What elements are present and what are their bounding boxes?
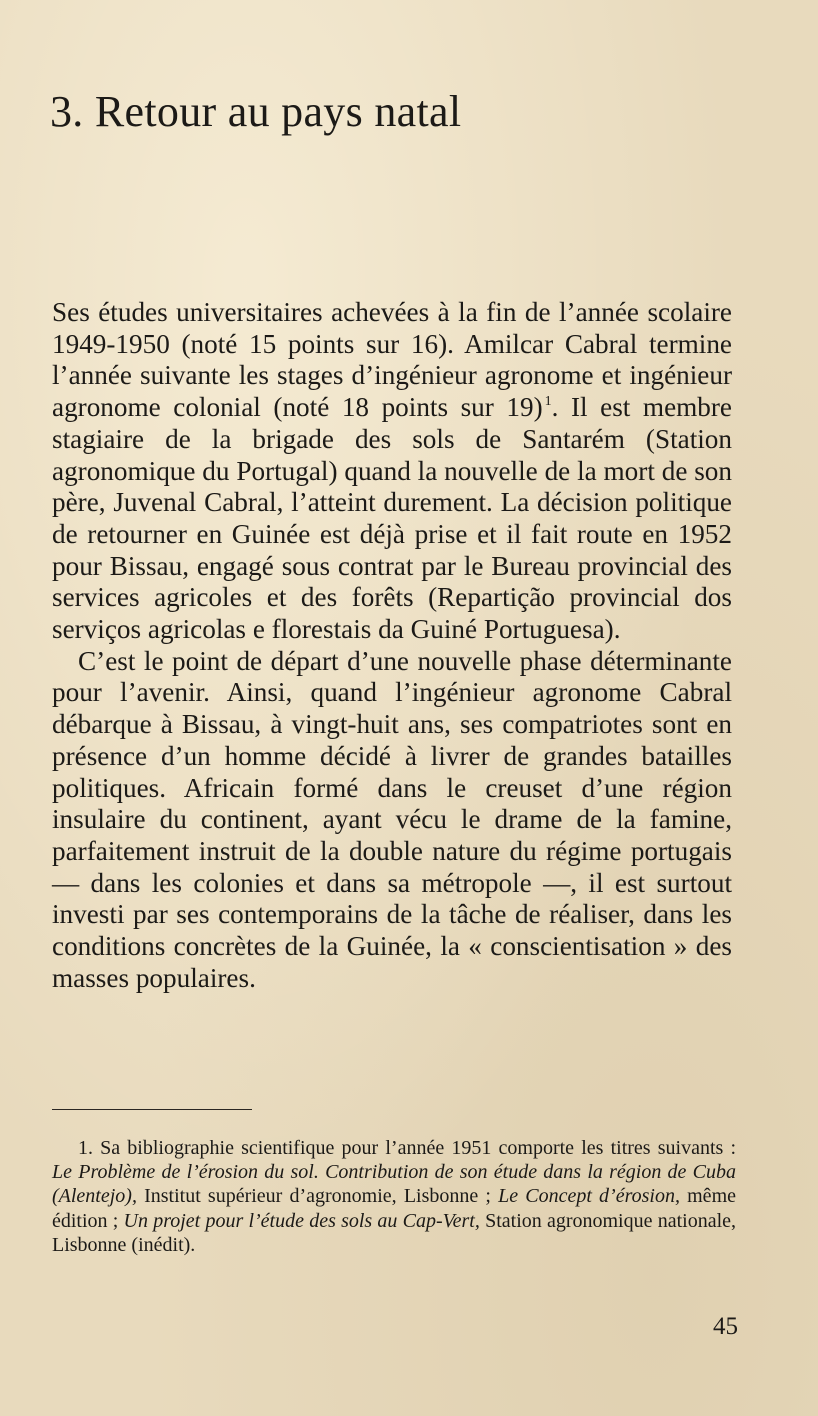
- footnote-reference: 1: [544, 394, 552, 410]
- chapter-title: 3. Retour au pays natal: [50, 87, 462, 136]
- footnote-title-3: Un projet pour l’étude des sols au Cap-Vert,: [123, 1209, 480, 1232]
- footnote-text-2: Institut supérieur d’agronomie, Lisbonne ;: [136, 1185, 499, 1208]
- footnote-text-1: Sa bibliographie scientifique pour l’année 1951 comporte les titres suivants :: [93, 1137, 736, 1159]
- body-text: [52, 297, 732, 994]
- footnote-text-4: Station agronomique nationale, Lisbonne (inédit).: [52, 1209, 737, 1256]
- footnote-text-3: même édition ;: [52, 1185, 736, 1232]
- footnote-title-1: Le Problème de l’érosion du sol. Contribution de son étude dans la région de Cuba (Alentejo),: [52, 1161, 736, 1208]
- page-number: 45: [713, 1313, 738, 1340]
- footnote-paragraph: [52, 1136, 736, 1257]
- footnote-divider: [52, 1109, 252, 1110]
- paragraph-2: C’est le point de départ d’une nouvelle phase déterminante pour l’avenir. Ainsi, quand l’ingénieur agronome Cabral débarque à Bissau, à vingt-huit ans, ses compatriotes sont en présence d’un homme décidé à livrer de grandes batailles politiques. Africain formé dans le creuset d’une région insulaire du continent, ayant vécu le drame de la famine, parfaitement instruit de la double nature du régime portugais — dans les colonies et dans sa métropole —, il est surtout investi par ses contemporains de la tâche de réaliser, dans les conditions concrètes de la Guinée, la « conscientisation » des masses populaires.: [52, 645, 732, 993]
- paragraph-1: [52, 297, 732, 646]
- footnote-number: 1.: [78, 1137, 93, 1159]
- footnote-title-2: Le Concept d’érosion,: [498, 1185, 680, 1208]
- paragraph-1-text-a: Ses études universitaires achevées à la fin de l’année scolaire 1949-1950 (noté 15 points sur 16). Amilcar Cabral termine l’année suivante les stages d’ingénieur agronome et ingénieur agronome colonial (noté 18 points sur 19): [52, 297, 732, 423]
- footnote: [52, 1136, 736, 1257]
- paragraph-1-text-b: . Il est membre stagiaire de la brigade des sols de Santarém (Station agronomique du Portugal) quand la nouvelle de la mort de son père, Juvenal Cabral, l’atteint durement. La décision politique de retourner en Guinée est déjà prise et il fait route en 1952 pour Bissau, engagé sous contrat par le Bureau provincial des services agricoles et des forêts (Repartição provincial dos serviços agricolas e florestais da Guiné Portuguesa).: [52, 392, 732, 645]
